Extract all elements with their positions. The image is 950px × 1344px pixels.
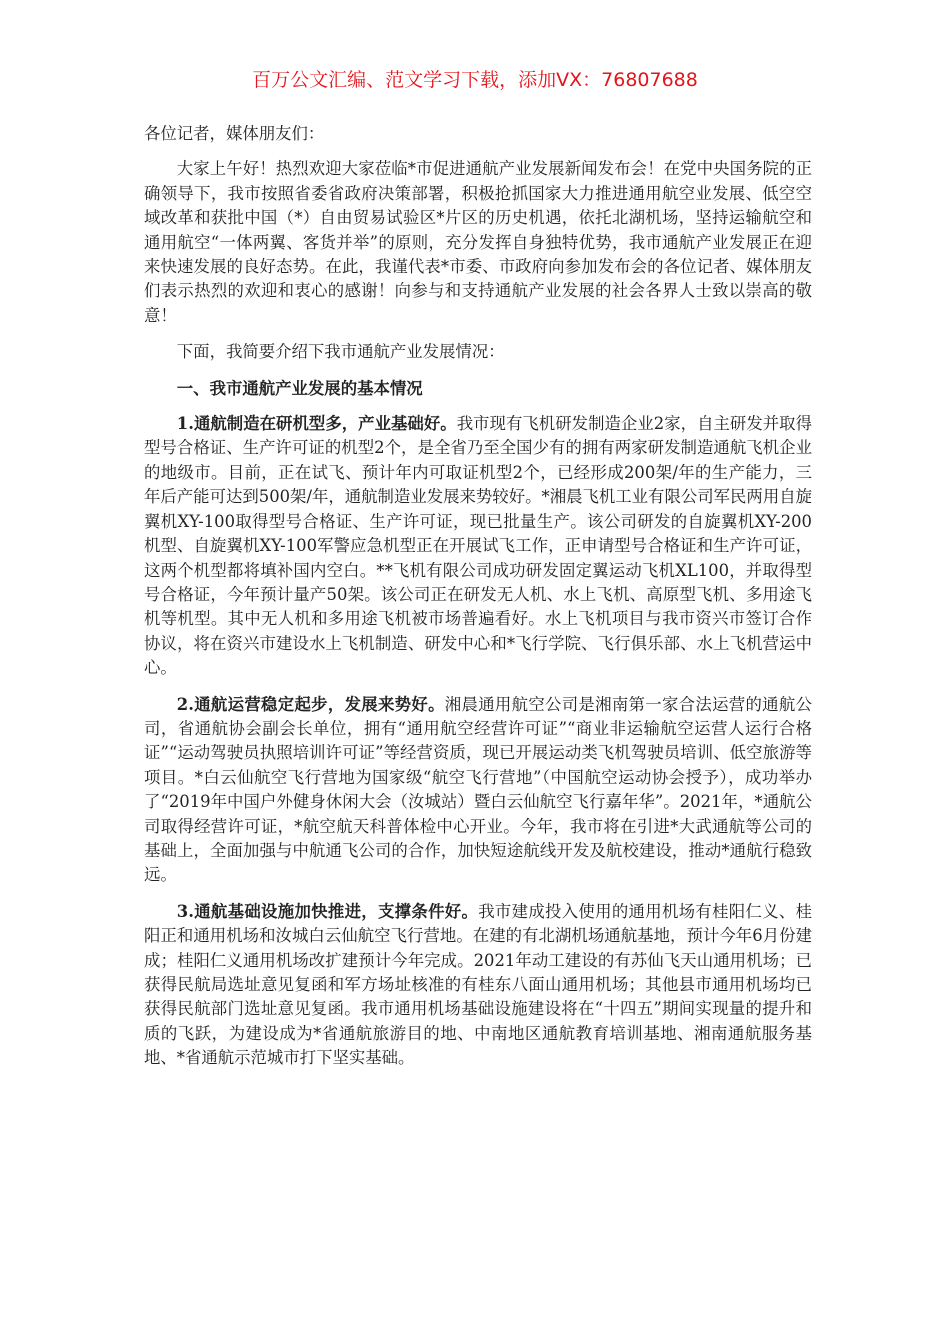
document-body (144, 122, 812, 1071)
item-text-3: 我市建成投入使用的通用机场有桂阳仁义、桂阳正和通用机场和汝城白云仙航空飞行营地。在建的有北湖机场通航基地，预计今年6月份建成；桂阳仁义通用机场改扩建预计今年完成。2021年动工建设的有苏仙飞天山通用机场；已获得民航局选址意见复函和军方场址核准的有桂东八面山通用机场；其他县市通用机场均已获得民航部门选址意见复函。我市通用机场基础设施建设将在“十四五”期间实现量的提升和质的飞跃，为建设成为*省通航旅游目的地、中南地区通航教育培训基地、湘南通航服务基地、*省通航示范城市打下坚实基础。 (144, 901, 812, 1068)
salutation: 各位记者，媒体朋友们： (144, 124, 325, 143)
item-paragraph-2 (144, 693, 812, 888)
item-paragraph-3 (144, 900, 812, 1071)
intro-paragraph: 大家上午好！热烈欢迎大家莅临*市促进通航产业发展新闻发布会！在党中央国务院的正确领导下，我市按照省委省政府决策部署，积极抢抓国家大力推进通用航空业发展、低空空域改革和获批中国（*）自由贸易试验区*片区的历史机遇，依托北湖机场，坚持运输航空和通用航空“一体两翼、客货并举”的原则，充分发挥自身独特优势，我市通航产业发展正在迎来快速发展的良好态势。在此，我谨代表*市委、市政府向参加发布会的各位记者、媒体朋友们表示热烈的欢迎和衷心的感谢！向参与和支持通航产业发展的社会各界人士致以崇高的敬意！ (144, 159, 812, 325)
overview-line: 下面，我简要介绍下我市通航产业发展情况： (176, 342, 505, 362)
item-lead-3: 3.通航基础设施加快推进，支撑条件好。 (176, 901, 479, 921)
item-text-2: 湘晨通用航空公司是湘南第一家合法运营的通航公司，省通航协会副会长单位，拥有“通用航空经营许可证”“商业非运输航空运营人运行合格证”“运动驾驶员执照培训许可证”等经营资质，现已开展运动类飞机驾驶员培训、低空旅游等项目。*白云仙航空飞行营地为国家级“航空飞行营地”（中国航空运动协会授予），成功举办了“2019年中国户外健身休闲大会（汝城站）暨白云仙航空飞行嘉年华”。2021年，*通航公司取得经营许可证，*航空航天科普体检中心开业。今年，我市将在引进*大武通航等公司的基础上，全面加强与中航通飞公司的合作，加快短途航线开发及航校建设，推动*通航行稳致远。 (144, 694, 812, 885)
item-lead-1: 1.通航制造在研机型多，产业基础好。 (176, 414, 457, 434)
section-heading: 一、我市通航产业发展的基本情况 (176, 378, 423, 398)
item-paragraph-1 (144, 412, 812, 680)
item-text-1: 我市现有飞机研发制造企业2家，自主研发并取得型号合格证、生产许可证的机型2个，是全省乃至全国少有的拥有两家研发制造通航飞机企业的地级市。目前，正在试飞、预计年内可取证机型2个，已经形成200架/年的生产能力，三年后产能可达到500架/年，通航制造业发展来势较好。*湘晨飞机工业有限公司军民两用自旋翼机XY-100取得型号合格证、生产许可证，现已批量生产。该公司研发的自旋翼机XY-200机型、自旋翼机XY-100军警应急机型正在开展试飞工作，正申请型号合格证和生产许可证，这两个机型都将填补国内空白。**飞机有限公司成功研发固定翼运动飞机XL100，并取得型号合格证，今年预计量产50架。该公司正在研发无人机、水上飞机、高原型飞机、多用途飞机等机型。其中无人机和多用途飞机被市场普遍看好。水上飞机项目与我市资兴市签订合作协议，将在资兴市建设水上飞机制造、研发中心和*飞行学院、飞行俱乐部、水上飞机营运中心。 (144, 414, 812, 678)
item-lead-2: 2.通航运营稳定起步，发展来势好。 (176, 694, 445, 714)
watermark-banner: 百万公文汇编、范文学习下载，添加VX：76807688 (252, 69, 698, 91)
